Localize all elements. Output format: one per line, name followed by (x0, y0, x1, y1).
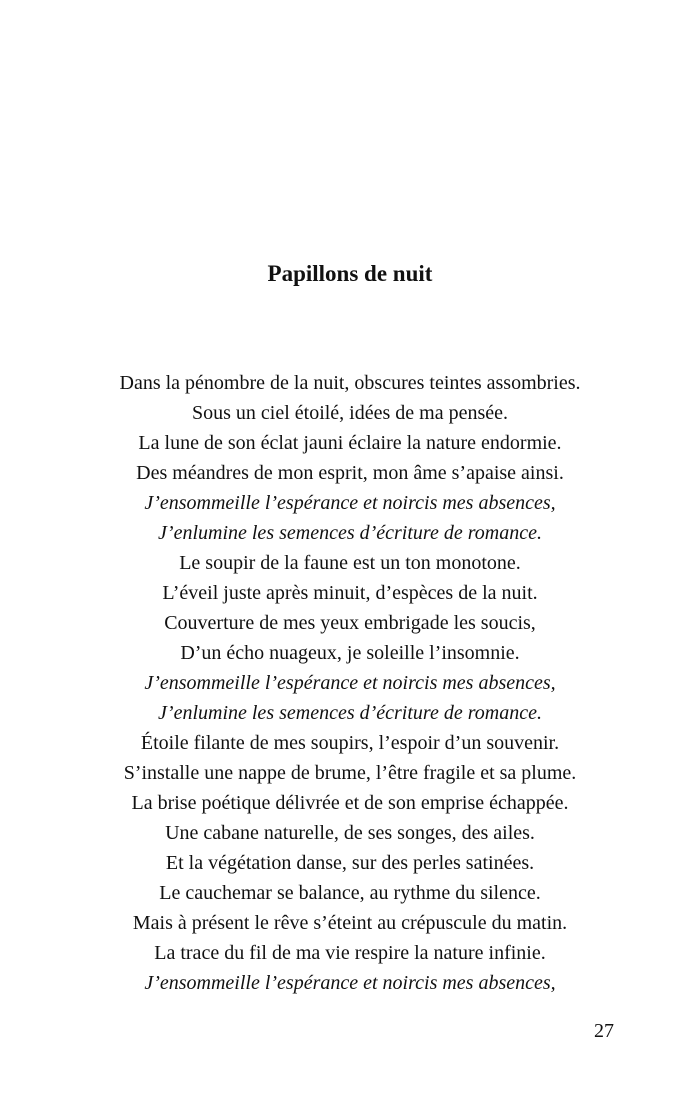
poem-refrain-line: J’ensommeille l’espérance et noircis mes absences, (144, 492, 556, 514)
poem-title: Papillons de nuit (267, 261, 433, 287)
poem-line: Sous un ciel étoilé, idées de ma pensée. (191, 402, 508, 424)
poem-line: Une cabane naturelle, de ses songes, des ailes. (165, 822, 535, 844)
poem-refrain-line: J’enlumine les semences d’écriture de romance. (158, 702, 542, 724)
poem-line: Mais à présent le rêve s’éteint au crépuscule du matin. (132, 912, 568, 934)
poem-line: Étoile filante de mes soupirs, l’espoir d’un souvenir. (140, 732, 560, 754)
poem-line: L’éveil juste après minuit, d’espèces de la nuit. (162, 582, 538, 604)
poem-line: La brise poétique délivrée et de son emprise échappée. (131, 792, 569, 814)
poem-body (0, 368, 700, 998)
poem-refrain-line: J’ensommeille l’espérance et noircis mes absences, (144, 672, 556, 694)
poem-line: Dans la pénombre de la nuit, obscures teintes assombries. (119, 372, 581, 394)
poem-line: S’installe une nappe de brume, l’être fragile et sa plume. (123, 762, 577, 784)
poem-line: D’un écho nuageux, je soleille l’insomnie. (180, 642, 520, 664)
poem-line: La trace du fil de ma vie respire la nature infinie. (154, 942, 546, 964)
poem-line: Et la végétation danse, sur des perles satinées. (165, 852, 535, 874)
poem-refrain-line: J’ensommeille l’espérance et noircis mes absences, (144, 972, 556, 994)
poem-refrain-line: J’enlumine les semences d’écriture de romance. (158, 522, 542, 544)
poem-line: Le cauchemar se balance, au rythme du silence. (159, 882, 541, 904)
poem-line: La lune de son éclat jauni éclaire la nature endormie. (138, 432, 562, 454)
poem-line: Couverture de mes yeux embrigade les soucis, (164, 612, 536, 634)
poem-line: Des méandres de mon esprit, mon âme s’apaise ainsi. (136, 462, 564, 484)
page-number: 27 (594, 1020, 614, 1042)
poem-line: Le soupir de la faune est un ton monotone. (179, 552, 521, 574)
